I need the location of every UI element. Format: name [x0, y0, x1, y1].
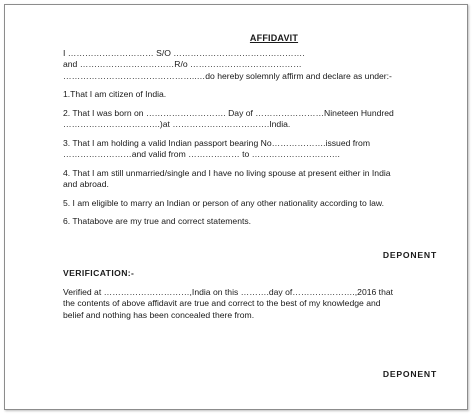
clause-2-line-1: 2. That I was born on ………………………. Day of ……………………Nineteen Hundred	[63, 107, 394, 118]
verification-line-1: Verified at …………………………,India on this ……….day of………………….,2016 that	[63, 286, 394, 297]
clause-6: 6. Thatabove are my true and correct statements.	[63, 216, 252, 226]
verification-heading: VERIFICATION:-	[63, 268, 135, 278]
intro-line-3: ………………………………………..…do hereby solemnly affirm and declare as under:-	[63, 70, 392, 81]
clause-1: 1.That I am citizen of India.	[63, 89, 167, 99]
intro-line-1: I ………………………… S/O ……………………………………….	[63, 47, 305, 58]
document-title: AFFIDAVIT	[249, 33, 299, 43]
verification-line-2: the contents of above affidavit are true and correct to the best of my knowledge and	[63, 298, 381, 308]
intro-line-2: and ……………………………R/o …………………………………	[63, 59, 302, 69]
clause-4-line-2: and abroad.	[63, 179, 109, 189]
clause-3	[63, 138, 455, 161]
clause-4-line-1: 4. That I am still unmarried/single and I have no living spouse at present either in India	[63, 167, 391, 178]
clause-2	[63, 108, 455, 131]
document-page	[4, 4, 468, 410]
deponent-label-2: DEPONENT	[382, 369, 437, 379]
clause-5: 5. I am eligible to marry an Indian or person of any other nationality according to law.	[63, 197, 385, 208]
clause-2-line-2: …………………………….)at …………………………….India.	[63, 119, 291, 129]
clause-3-line-2: ……………………and valid from ……………… to ………………………….	[63, 149, 340, 159]
clause-4	[63, 168, 455, 191]
verification-text	[63, 287, 455, 322]
clause-3-line-1: 3. That I am holding a valid Indian passport bearing No……………….issued from	[63, 137, 370, 148]
document-body	[63, 33, 455, 381]
intro-block	[63, 48, 455, 83]
deponent-label-1: DEPONENT	[382, 249, 437, 260]
verification-line-3: belief and nothing has been concealed there from.	[63, 309, 255, 320]
